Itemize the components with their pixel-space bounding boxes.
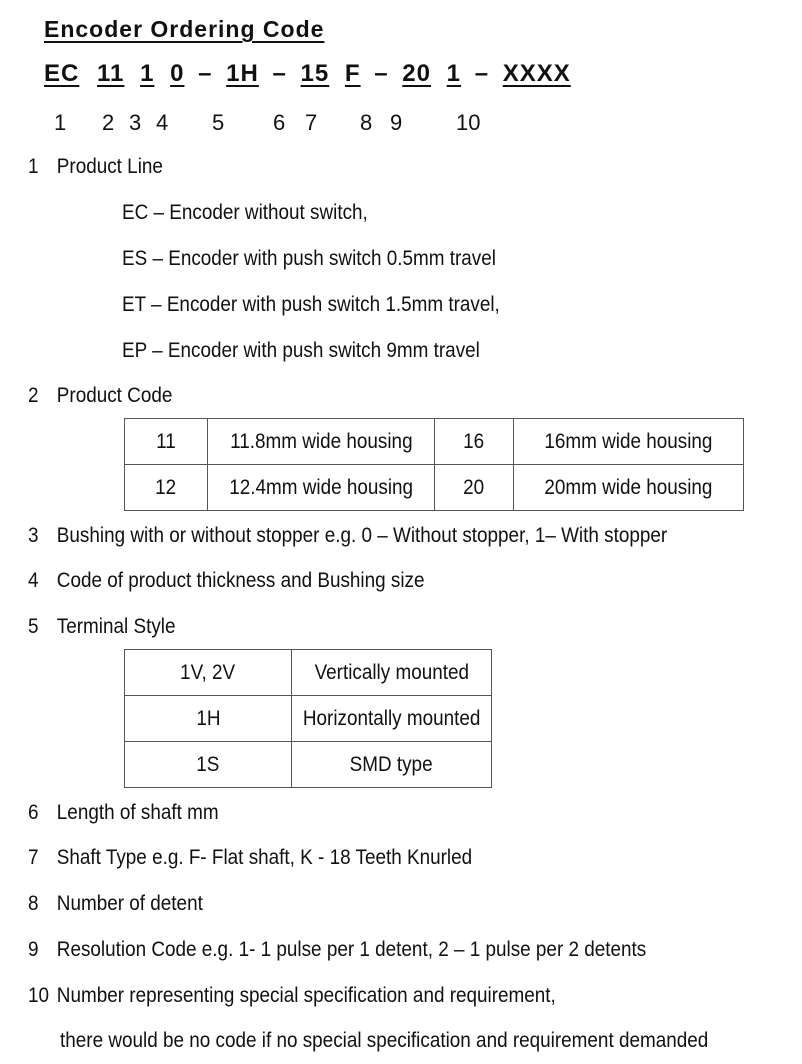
code-position: 6 bbox=[273, 110, 286, 135]
table-cell: Horizontally mounted bbox=[292, 696, 492, 742]
table-cell: 20 bbox=[435, 465, 514, 511]
item-label: Terminal Style bbox=[56, 615, 176, 638]
item-label: Shaft Type e.g. F- Flat shaft, K - 18 Teeth Knurled bbox=[56, 846, 473, 869]
ordering-code bbox=[44, 60, 571, 88]
item-label: Number representing special specification and requirement, bbox=[56, 984, 556, 1007]
item-number: 3 bbox=[28, 524, 39, 547]
table-cell: 16mm wide housing bbox=[514, 419, 744, 465]
table-row bbox=[125, 419, 744, 465]
item-label: Length of shaft mm bbox=[56, 801, 219, 824]
list-item bbox=[28, 155, 163, 179]
item-number: 10 bbox=[28, 984, 50, 1007]
list-item-continuation: there would be no code if no special specification and requirement demanded bbox=[60, 1029, 709, 1052]
list-item bbox=[28, 984, 556, 1008]
code-segment-thickness: 0 bbox=[170, 60, 185, 87]
list-item bbox=[28, 892, 203, 916]
item-number: 4 bbox=[28, 569, 39, 592]
item-number: 1 bbox=[28, 155, 39, 178]
code-position: 2 bbox=[102, 110, 115, 135]
code-segment-bushing: 1 bbox=[140, 60, 155, 87]
code-segment-shaft-length: 15 bbox=[300, 60, 330, 87]
item-number: 6 bbox=[28, 801, 39, 824]
table-cell: 11.8mm wide housing bbox=[208, 419, 435, 465]
code-segment-resolution: 1 bbox=[446, 60, 462, 87]
document-title: Encoder Ordering Code bbox=[44, 16, 325, 42]
code-separator: – bbox=[474, 60, 490, 87]
terminal-style-table bbox=[124, 649, 492, 788]
list-item bbox=[28, 938, 646, 962]
item-label: Product Code bbox=[56, 384, 173, 407]
code-segment-shaft-type: F bbox=[344, 60, 361, 87]
code-segment-terminal: 1H bbox=[226, 60, 259, 87]
item-number: 9 bbox=[28, 938, 39, 961]
product-line-option: EC – Encoder without switch, bbox=[122, 201, 368, 224]
code-segment-product-code: 11 bbox=[97, 60, 125, 87]
item-label: Bushing with or without stopper e.g. 0 – Without stopper, 1– With stopper bbox=[56, 524, 668, 547]
code-segment-product-line: EC bbox=[44, 60, 80, 87]
item-label: Product Line bbox=[56, 155, 163, 178]
table-row bbox=[125, 465, 744, 511]
product-line-option: ES – Encoder with push switch 0.5mm travel bbox=[122, 247, 496, 270]
list-item bbox=[28, 801, 219, 825]
code-position: 4 bbox=[156, 110, 169, 135]
code-segment-special: XXXX bbox=[502, 60, 571, 87]
list-item bbox=[28, 846, 472, 870]
code-position: 3 bbox=[129, 110, 142, 135]
list-item bbox=[28, 384, 172, 408]
table-cell: 1V, 2V bbox=[125, 650, 292, 696]
table-cell: 11 bbox=[125, 419, 208, 465]
item-number: 5 bbox=[28, 615, 39, 638]
item-label: Resolution Code e.g. 1- 1 pulse per 1 detent, 2 – 1 pulse per 2 detents bbox=[56, 938, 647, 961]
item-number: 8 bbox=[28, 892, 39, 915]
list-item bbox=[28, 569, 425, 593]
code-position: 5 bbox=[212, 110, 225, 135]
item-label: Code of product thickness and Bushing size bbox=[56, 569, 425, 592]
item-number: 2 bbox=[28, 384, 39, 407]
list-item bbox=[28, 524, 667, 548]
code-separator: – bbox=[374, 60, 389, 87]
table-row bbox=[125, 696, 492, 742]
code-position: 7 bbox=[305, 110, 318, 135]
code-separator: – bbox=[198, 60, 213, 87]
table-cell: Vertically mounted bbox=[292, 650, 492, 696]
item-number: 7 bbox=[28, 846, 39, 869]
table-cell: 20mm wide housing bbox=[514, 465, 744, 511]
table-cell: 12.4mm wide housing bbox=[208, 465, 435, 511]
table-row bbox=[125, 650, 492, 696]
list-item bbox=[28, 615, 176, 639]
item-label: Number of detent bbox=[56, 892, 203, 915]
table-cell: 12 bbox=[125, 465, 208, 511]
code-position: 9 bbox=[390, 110, 403, 135]
table-cell: 16 bbox=[435, 419, 514, 465]
table-cell: 1H bbox=[125, 696, 292, 742]
table-cell: 1S bbox=[125, 742, 292, 788]
product-line-option: EP – Encoder with push switch 9mm travel bbox=[122, 339, 480, 362]
product-line-option: ET – Encoder with push switch 1.5mm travel, bbox=[122, 293, 500, 316]
product-code-table bbox=[124, 418, 744, 511]
code-position: 10 bbox=[456, 110, 481, 135]
code-separator: – bbox=[272, 60, 287, 87]
code-position: 1 bbox=[54, 110, 67, 135]
code-segment-detent: 20 bbox=[402, 60, 431, 87]
table-cell: SMD type bbox=[292, 742, 492, 788]
table-row bbox=[125, 742, 492, 788]
code-position: 8 bbox=[360, 110, 373, 135]
